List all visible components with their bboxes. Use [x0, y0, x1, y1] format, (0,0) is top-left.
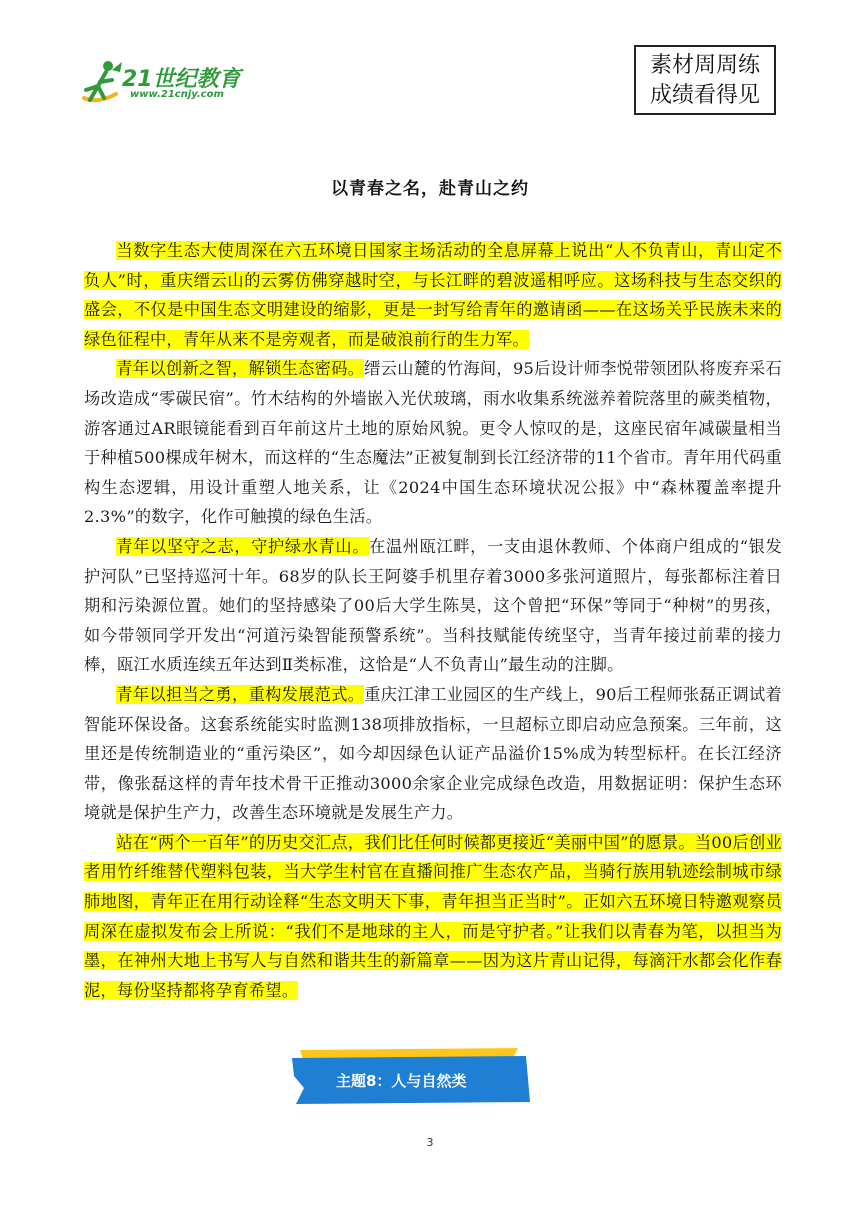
paragraph-4 — [84, 680, 782, 828]
logo-text: 21世纪教育 — [122, 67, 241, 92]
highlighted-text: 当数字生态大使周深在六五环境日国家主场活动的全息屏幕上说出“人不负青山，青山定不负人”时，重庆缙云山的云雾仿佛穿越时空，与长江畔的碧波遥相呼应。这场科技与生态交织的盛会，不仅是中国生态文明建设的缩影，更是一封写给青年的邀请函——在这场关乎民族未来的绿色征程中，青年从来不是旁观者，而是破浪前行的生力军。 — [84, 241, 782, 349]
site-logo — [78, 58, 258, 108]
paragraph-1 — [84, 236, 782, 354]
paragraph-2 — [84, 354, 782, 532]
paragraph-3 — [84, 532, 782, 680]
paragraph-5 — [84, 828, 782, 1006]
highlighted-lead: 青年以担当之勇，重构发展范式。 — [116, 684, 365, 704]
paragraph-text: 重庆江津工业园区的生产线上，90后工程师张磊正调试着智能环保设备。这套系统能实时监测138项排放指标，一旦超标立即启动应急预案。三年前，这里还是传统制造业的“重污染区”，如今却因绿色认证产品溢价15%成为转型标杆。在长江经济带，像张磊这样的青年技术骨干正推动3000余家企业完成绿色改造，用数据证明：保护生态环境就是保护生产力，改善生态环境就是发展生产力。 — [84, 684, 783, 823]
logo-url: www.21cnjy.com — [130, 89, 224, 100]
highlighted-lead: 青年以坚守之志，守护绿水青山。 — [116, 536, 370, 556]
header-badge — [634, 45, 776, 115]
page-number: 3 — [426, 1136, 434, 1149]
highlighted-lead: 青年以创新之智，解锁生态密码。 — [116, 359, 365, 379]
runner-logo-icon — [78, 58, 124, 108]
topic-banner-label: 主题8：人与自然类 — [336, 1072, 467, 1090]
paragraph-text: 缙云山麓的竹海间，95后设计师李悦带领团队将废弃采石场改造成“零碳民宿”。竹木结构的外墙嵌入光伏玻璃，雨水收集系统滋养着院落里的蕨类植物，游客通过AR眼镜能看到百年前这片土地的原始风貌。更令人惊叹的是，这座民宿年减碳量相当于种植500棵成年树木，而这样的“生态魔法”正被复制到长江经济带的11个省市。青年用代码重构生态逻辑，用设计重塑人地关系，让《2024中国生态环境状况公报》中“森林覆盖率提升2.3%”的数字，化作可触摸的绿色生活。 — [84, 359, 783, 527]
paragraph-text: 在温州瓯江畔，一支由退休教师、个体商户组成的“银发护河队”已坚持巡河十年。68岁的队长王阿婆手机里存着3000多张河道照片，每张都标注着日期和污染源位置。她们的坚持感染了00后大学生陈昊，这个曾把“环保”等同于“种树”的男孩，如今带领同学开发出“河道污染智能预警系统”。当科技赋能传统坚守，当青年接过前辈的接力棒，瓯江水质连续五年达到Ⅱ类标准，这恰是“人不负青山”最生动的注脚。 — [84, 536, 782, 675]
highlighted-text: 站在“两个一百年”的历史交汇点，我们比任何时候都更接近“美丽中国”的愿景。当00后创业者用竹纤维替代塑料包装，当大学生村官在直播间推广生态农产品，当骑行族用轨迹绘制城市绿肺地图，青年正在用行动诠释“生态文明天下事，青年担当正当时”。正如六五环境日特邀观察员周深在虚拟发布会上所说：“我们不是地球的主人，而是守护者。”让我们以青春为笔，以担当为墨，在神州大地上书写人与自然和谐共生的新篇章——因为这片青山记得，每滴汗水都会化作春泥，每份坚持都将孕育希望。 — [84, 832, 782, 1000]
article-body — [84, 236, 782, 1005]
article-title: 以青春之名，赴青山之约 — [331, 179, 529, 199]
badge-line-1: 素材周周练 — [649, 53, 760, 78]
badge-line-2: 成绩看得见 — [649, 83, 760, 108]
